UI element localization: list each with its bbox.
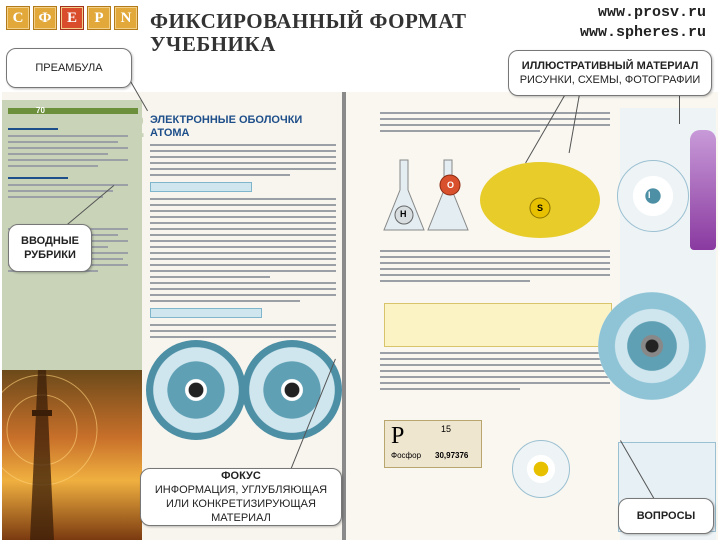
element-symbol: P [391,423,405,449]
section-heading: ЭЛЕКТРОННЫЕ ОБОЛОЧКИ АТОМА [150,114,303,139]
logo-tile: Е [60,6,84,30]
page-number-bar [8,108,138,114]
tower-photo [2,370,142,540]
slide-title: ФИКСИРОВАННЫЙ ФОРМАТ УЧЕБНИКА [150,9,467,56]
iodine-atom-model [617,160,689,232]
url-spheres[interactable]: www.spheres.ru [579,24,706,41]
atom-shell-model-3 [598,292,706,400]
atom-shell-model-1 [146,340,246,440]
logo [6,6,138,30]
body-text [150,144,336,342]
phosphorus-atom-model [512,440,570,498]
callout-focus: ФОКУС ИНФОРМАЦИЯ, УГЛУБЛЯЮЩАЯ ИЛИ КОНКРЕТИЗИРУЮЩАЯ МАТЕРИАЛ [140,468,342,526]
callout-illustrative: ИЛЛЮСТРАТИВНЫЙ МАТЕРИАЛ РИСУНКИ, СХЕМЫ, ФОТОГРАФИИ [508,50,712,96]
callout-intro-rubrics: ВВОДНЫЕ РУБРИКИ [8,224,92,272]
element-number: 15 [441,424,452,434]
atom-label-s: S [537,203,544,213]
section-number: 2 [128,108,145,145]
atom-label-h: H [400,209,407,219]
element-tile [384,420,482,468]
connector-line [679,94,680,124]
atom-shell-model-2 [242,340,342,440]
logo-tile: N [114,6,138,30]
logo-tile: С [6,6,30,30]
callout-preamble: ПРЕАМБУЛА [6,48,132,88]
page-number: 70 [36,106,45,115]
callout-questions: ВОПРОСЫ [618,498,714,534]
element-mass: 30,97376 [435,451,469,460]
focus-box [384,303,612,347]
tower-icon [2,370,142,540]
element-name: Фосфор [391,451,422,460]
logo-tile: Р [87,6,111,30]
right-body-text-3 [380,352,610,394]
atom-label-o: O [447,180,455,190]
right-body-text-2 [380,250,610,286]
atom-label-i: I [648,190,651,200]
url-prosv[interactable]: www.prosv.ru [597,4,706,21]
flask-photo [690,130,716,250]
logo-tile: Ф [33,6,57,30]
flask-illustration [380,150,620,245]
